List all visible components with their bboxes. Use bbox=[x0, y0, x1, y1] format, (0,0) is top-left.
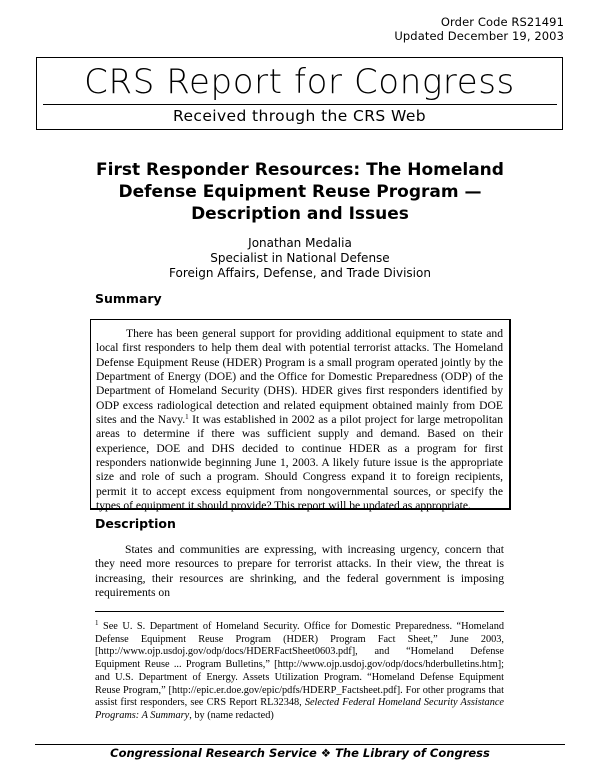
summary-paragraph bbox=[96, 327, 503, 513]
masthead-box bbox=[36, 57, 563, 130]
report-title-line: First Responder Resources: The Homeland bbox=[96, 160, 504, 180]
report-title-line: Defense Equipment Reuse Program — bbox=[118, 182, 482, 202]
order-info bbox=[394, 15, 564, 43]
order-code: Order Code RS21491 bbox=[440, 15, 564, 29]
footnote-end: , by (name redacted) bbox=[189, 709, 274, 721]
footer-text: Congressional Research Service ❖ The Library of Congress bbox=[110, 746, 490, 760]
author-division: Foreign Affairs, Defense, and Trade Division bbox=[169, 266, 431, 280]
footer-divider bbox=[35, 744, 565, 745]
footnote-marker: 1 bbox=[95, 619, 99, 627]
footnote-cited-title: Selected Federal Homeland Security Assistance Programs: A Summary bbox=[95, 697, 504, 721]
author-name: Jonathan Medalia bbox=[248, 236, 352, 250]
summary-text-part1: There has been general support for providing additional equipment to state and local first responders to help them deal with potential terrorist attacks. The Homeland Defense Equipment Reuse (HDER) Program is a small program operated jointly by the Department of Energy (DOE) and the Office for Domestic Preparedness (ODP) of the Department of Homeland Security (DHS). HDER gives first responders identified by ODP excess radiological detection and related equipment obtained mainly from DOE sites and the Navy. bbox=[96, 327, 503, 427]
description-body bbox=[95, 543, 504, 600]
updated-date: Updated December 19, 2003 bbox=[394, 29, 564, 43]
author-title: Specialist in National Defense bbox=[210, 251, 390, 265]
footnote-divider bbox=[95, 611, 504, 612]
masthead-divider bbox=[43, 104, 557, 105]
description-heading: Description bbox=[95, 516, 176, 531]
summary-heading: Summary bbox=[95, 291, 162, 306]
footnote-body: See U. S. Department of Homeland Security. Office for Domestic Preparedness. “Homeland Defense Equipment Reuse Program (HDER) Program Fact Sheet,” June 2003, [http://www.ojp.usdoj.gov/odp/docs/HDERFactSheet0603.pdf], and “Homeland Defense Equipment Reuse ... Program Bulletins,” [http://www.ojp.usdoj.gov/odp/docs/hderbulletins.htm]; and U.S. Department of Energy. Assets Utilization Program. “Homeland Defense Equipment Reuse Program,” [http://epic.er.doe.gov/epic/pdfs/HDERP_Factsheet.pdf]. For other programs that assist first responders, see CRS Report RL32348, bbox=[95, 621, 504, 709]
author-block bbox=[60, 236, 540, 281]
report-title bbox=[60, 159, 540, 225]
report-title-line: Description and Issues bbox=[191, 204, 409, 224]
footnote-reference[interactable]: 1 bbox=[185, 413, 189, 422]
masthead-title: CRS Report for Congress bbox=[84, 62, 515, 102]
summary-box bbox=[90, 319, 511, 513]
footnote bbox=[95, 621, 504, 723]
footnote-text bbox=[95, 621, 504, 723]
description-paragraph: States and communities are expressing, with increasing urgency, concern that they need more resources to prepare for terrorist attacks. In their view, the threat is increasing, their resources are shrinking, and the federal government is imposing requirements on bbox=[95, 543, 504, 600]
summary-text-part2: It was established in 2002 as a pilot project for large metropolitan areas to determine if there was sufficient supply and demand. Based on their experience, DOE and DHS decided to continue HDER as a program for first responders nationwide beginning June 1, 2003. A likely future issue is the appropriate size and role of such a program. Should Congress expand it to foreign recipients, permit it to accept excess equipment from nongovernmental sources, or specify the types of equipment it should provide? This report will be updated as appropriate. bbox=[96, 413, 503, 513]
masthead-subtitle: Received through the CRS Web bbox=[173, 107, 426, 125]
